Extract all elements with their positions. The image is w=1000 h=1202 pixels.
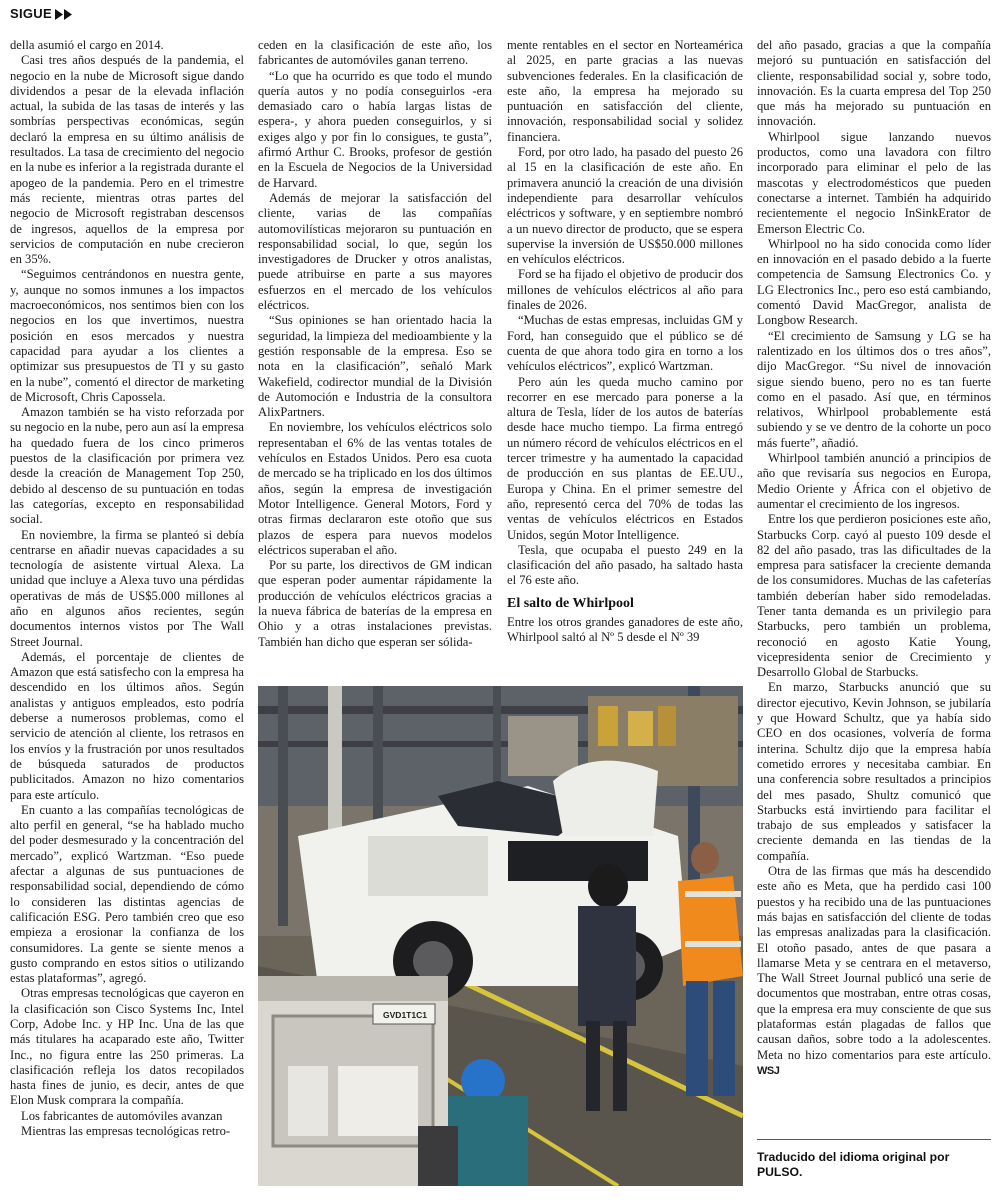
paragraph: mente rentables en el sector en Norteamérica al 2025, en parte gracias a las nuevas subvenciones federales. En la clasificación de este año, la empresa ha mejorado su puntuación en satisfacción del cliente, innovación, responsabilidad social y solidez financiera.: [507, 38, 743, 144]
paragraph: Casi tres años después de la pandemia, el negocio en la nube de Microsoft sigue dando dividendos a pesar de la elevada inflación actual, la subida de las tasas de interés y las sombrías perspectivas económicas, según declaró la empresa en su último análisis de resultados. La tasa de crecimiento del negocio en la nube es inferior a la registrada durante el apogeo de la pandemia. Pero en el trimestre más reciente, mientras otras partes del negocio de Microsoft registraban descensos de ingresos, aquellos de la empresa por servicios de computación en nube crecieron en 35%.: [10, 53, 244, 267]
paragraph: Ford, por otro lado, ha pasado del puesto 26 al 15 en la clasificación de este año. En primavera anunció la creación de una división independiente para desarrollar vehículos eléctricos y software, y en septiembre nombró a un nuevo director de producto, que se espera supervise la inversión de US$50.000 millones en vehículos eléctricos.: [507, 145, 743, 267]
paragraph: Whirlpool sigue lanzando nuevos productos, como una lavadora con filtro incorporado para eliminar el pelo de las mascotas y electrodomésticos que pueden conectarse a internet. También ha adquirido recientemente el negocio InSinkErator de Emerson Electric Co.: [757, 129, 991, 236]
factory-illustration: [258, 686, 743, 1186]
paragraph: Tesla, que ocupaba el puesto 249 en la clasificación del año pasado, ha saltado hasta el 76 este año.: [507, 542, 743, 588]
paragraph: “El crecimiento de Samsung y LG se ha ralentizado en los últimos dos o tres años”, dijo MacGregor. “Su nivel de innovación sigue siendo bueno, pero no es tan fuerte como en el pasado. Así que, en términos relativos, Whirlpool probablemente está subiendo y se ve dentro de la cohorte un poco más fuerte”, añadió.: [757, 328, 991, 450]
article-column-3: [507, 38, 743, 678]
paragraph: Además, el porcentaje de clientes de Amazon que está satisfecho con la empresa ha descendido en los últimos años. Según analistas y antiguos empleados, esto podría deberse a numerosos problemas, como el servicio de atención al cliente, los retrasos en los envíos y la frustración por unos resultados de búsqueda saturados de productos publicitados. Amazon no hizo comentarios para este artículo.: [10, 649, 244, 802]
credit-divider: [757, 1139, 991, 1140]
paragraph: “Muchas de estas empresas, incluidas GM y Ford, han conseguido que el público se dé cuenta de que ahora todo gira en torno a los vehículos eléctricos”, explicó Wartzman.: [507, 313, 743, 374]
paragraph: En noviembre, la firma se planteó si debía centrarse en añadir nuevas capacidades a su tecnología de asistente virtual Alexa. La unidad que incluye a Alexa tuvo una pérdidas operativas de más de US$5.000 millones al año en algunos años recientes, según documentos internos vistos por The Wall Street Journal.: [10, 527, 244, 649]
article-column-1: [10, 38, 244, 1196]
paragraph: Whirlpool también anunció a principios de año que revisaría sus negocios en Europa, Medio Oriente y África con el objetivo de aumentar el crecimiento de los ingresos.: [757, 451, 991, 511]
paragraph: En cuanto a las compañías tecnológicas de alto perfil en general, “se ha hablado mucho del poder desmesurado y la concentración del mercado”, explicó Wartzman. “Eso puede afectar a algunas de sus puntuaciones de responsabilidad social, dependiendo de cómo lo consideren las distintas agencias de calificación ESG. Pero también creo que eso empieza a erosionar la confianza de los consumidores. La gente se siente menos a gusto comprando en estos sitios o utilizando estas plataformas”, agregó.: [10, 802, 244, 986]
machine-label: GVD1T1C1: [383, 1010, 427, 1020]
paragraph: Mientras las empresas tecnológicas retro-: [21, 1124, 231, 1139]
paragraph: della asumió el cargo en 2014.: [10, 38, 164, 52]
paragraph: “Lo que ha ocurrido es que todo el mundo quería autos y no podía conseguirlos -era demasiado caro o había largas listas de espera-, y ahora pueden conseguirlos, y si exiges algo y por fin lo consigues, te gusta”, afirmó Arthur C. Brooks, profesor de gestión en la Escuela de Negocios de la Universidad de Harvard.: [258, 68, 492, 190]
paragraph: Pero aún les queda mucho camino por recorrer en ese mercado para ponerse a la altura de Tesla, líder de los autos de baterías desde hace mucho tiempo. La firma entregó un número récord de vehículos eléctricos en el tercer trimestre y ha aumentado la capacidad de producción en sus plantas de EE.UU., Europa y China. En el primer semestre del año, representó cerca del 70% de todas las ventas de vehículos eléctricos en Estados Unidos, según Motor Intelligence.: [507, 374, 743, 542]
paragraph: Además de mejorar la satisfacción del cliente, varias de las compañías automovilísticas mejoraron su puntuación en responsabilidad social, lo que, según los investigadores de Drucker y otros analistas, puede atribuirse en parte a sus mayores esfuerzos en el mercado de los vehículos eléctricos.: [258, 190, 492, 313]
paragraph: Otras empresas tecnológicas que cayeron en la clasificación son Cisco Systems Inc, Intel Corp, Adobe Inc. y HP Inc. Una de las que más titulares ha acaparado este año, Twitter Inc., no figura entre las 250 primeras. La clasificación refleja los datos recopilados hasta fines de junio, es decir, antes de que Elon Musk comprara la compañía.: [10, 986, 244, 1108]
end-mark: WSJ: [757, 1064, 780, 1077]
paragraph: “Seguimos centrándonos en nuestra gente, y, aunque no somos inmunes a los impactos macroeconómicos, nos sentimos bien con los negocios en los que invertimos, nuestra posición en esos mercados y nuestra capacidad para ayudar a los clientes a optimizar sus presupuestos de TI y su gasto en la nube”, comentó el director de marketing de Microsoft, Chris Capossela.: [10, 267, 244, 404]
paragraph: Los fabricantes de automóviles avanzan: [21, 1108, 223, 1123]
double-right-arrow-icon: [55, 9, 73, 20]
paragraph: del año pasado, gracias a que la compañía mejoró su puntuación en satisfacción del cliente, responsabilidad social y, sobre todo, innovación. Es la cuarta empresa del Top 250 que más ha mejorado su puntuación en innovación.: [757, 38, 991, 129]
paragraph: Entre los otros grandes ganadores de este año, Whirlpool saltó al Nº 5 desde el Nº 39: [507, 614, 743, 644]
paragraph: Whirlpool no ha sido conocida como líder en innovación en el pasado debido a la fuerte competencia de Samsung Electronics Co. y LG Electronics Inc., pero eso está cambiando, comentó David MacGregor, analista de Longbow Research.: [757, 236, 991, 328]
paragraph: ceden en la clasificación de este año, los fabricantes de automóviles ganan terreno.: [258, 38, 492, 68]
paragraph: “Sus opiniones se han orientado hacia la seguridad, la limpieza del medioambiente y la gestión responsable de la empresa. Eso se nota en la clasificación”, señaló Mark Wakefield, codirector mundial de la División de Automoción e Industria de la consultora AlixPartners.: [258, 313, 492, 420]
paragraph: En noviembre, los vehículos eléctricos solo representaban el 6% de las ventas totales de vehículos en Estados Unidos. Pero esa cuota de mercado se ha triplicado en los dos últimos años, según la empresa de investigación Motor Intelligence. General Motors, Ford y otras firmas declararon este otoño que sus plazos de espera para nuevos modelos eléctricos superaban el año.: [258, 420, 492, 557]
paragraph: Amazon también se ha visto reforzada por su negocio en la nube, pero aun así la empresa ha quedado fuera de los cinco primeros puestos de la clasificación por primera vez desde la creación de Management Top 250, debido al descenso de su puntuación en todas las categorías, excepto en responsabilidad social.: [10, 405, 244, 527]
paragraph: En marzo, Starbucks anunció que su director ejecutivo, Kevin Johnson, se jubilaría y que Howard Schultz, que ya había sido CEO en dos ocasiones, volvería de forma interina. Schultz dijo que la empresa había cometido errores y necesitaba cambiar. En una conferencia sobre resultados a principios del mes pasado, Shultz comunicó que Starbucks está invirtiendo para facilitar el trabajo de sus empleados y satisfacer la creciente demanda en las tiendas de la compañía.: [757, 680, 991, 863]
translation-credit: Traducido del idioma original por PULSO.: [757, 1150, 950, 1179]
continue-label: SIGUE: [10, 6, 52, 21]
paragraph: [757, 864, 991, 1079]
article-column-2: [258, 38, 492, 678]
section-subheading: El salto de Whirlpool: [507, 595, 634, 611]
paragraph: Por su parte, los directivos de GM indican que esperan poder aumentar rápidamente la producción de vehículos eléctricos gracias a la nueva fábrica de baterías de la empresa en Ohio y a otras instalaciones previstas. También han dicho que esperan ser sólida-: [258, 558, 492, 649]
paragraph: Ford se ha fijado el objetivo de producir dos millones de vehículos eléctricos al año para finales de 2026.: [507, 267, 743, 313]
article-column-4: [757, 38, 991, 1138]
paragraph-text: Otra de las firmas que más ha descendido este año es Meta, que ha perdido casi 100 puestos y ha recibido una de las puntuaciones más bajas en satisfacción del cliente de todas las empresas analizadas para la clasificación. El otoño pasado, antes de que pasara a llamarse Meta y se centrara en el metaverso, The Wall Street Journal publicó una serie de documentos que mostraban, entre otras cosas, que la empresa era muy consciente de que sus plataformas están plagadas de fallos que causan daños, sobre todo a la adolescentes. Meta no hizo comentarios para este artículo.: [757, 864, 991, 1062]
paragraph: Entre los que perdieron posiciones este año, Starbucks Corp. cayó al puesto 109 desde el 82 del año pasado, tras las dificultades de la empresa para satisfacer la creciente demanda de los consumidores. Muchas de las cafeterías también deberían haber sido remodeladas. Tener tanta demanda es un privilegio para Starbucks, pero también un problema, reconoció en agosto Katie Young, vicepresidenta senior de Crecimiento y Desarrollo Global de Starbucks.: [757, 512, 991, 680]
assembly-line-photo: [258, 686, 743, 1186]
